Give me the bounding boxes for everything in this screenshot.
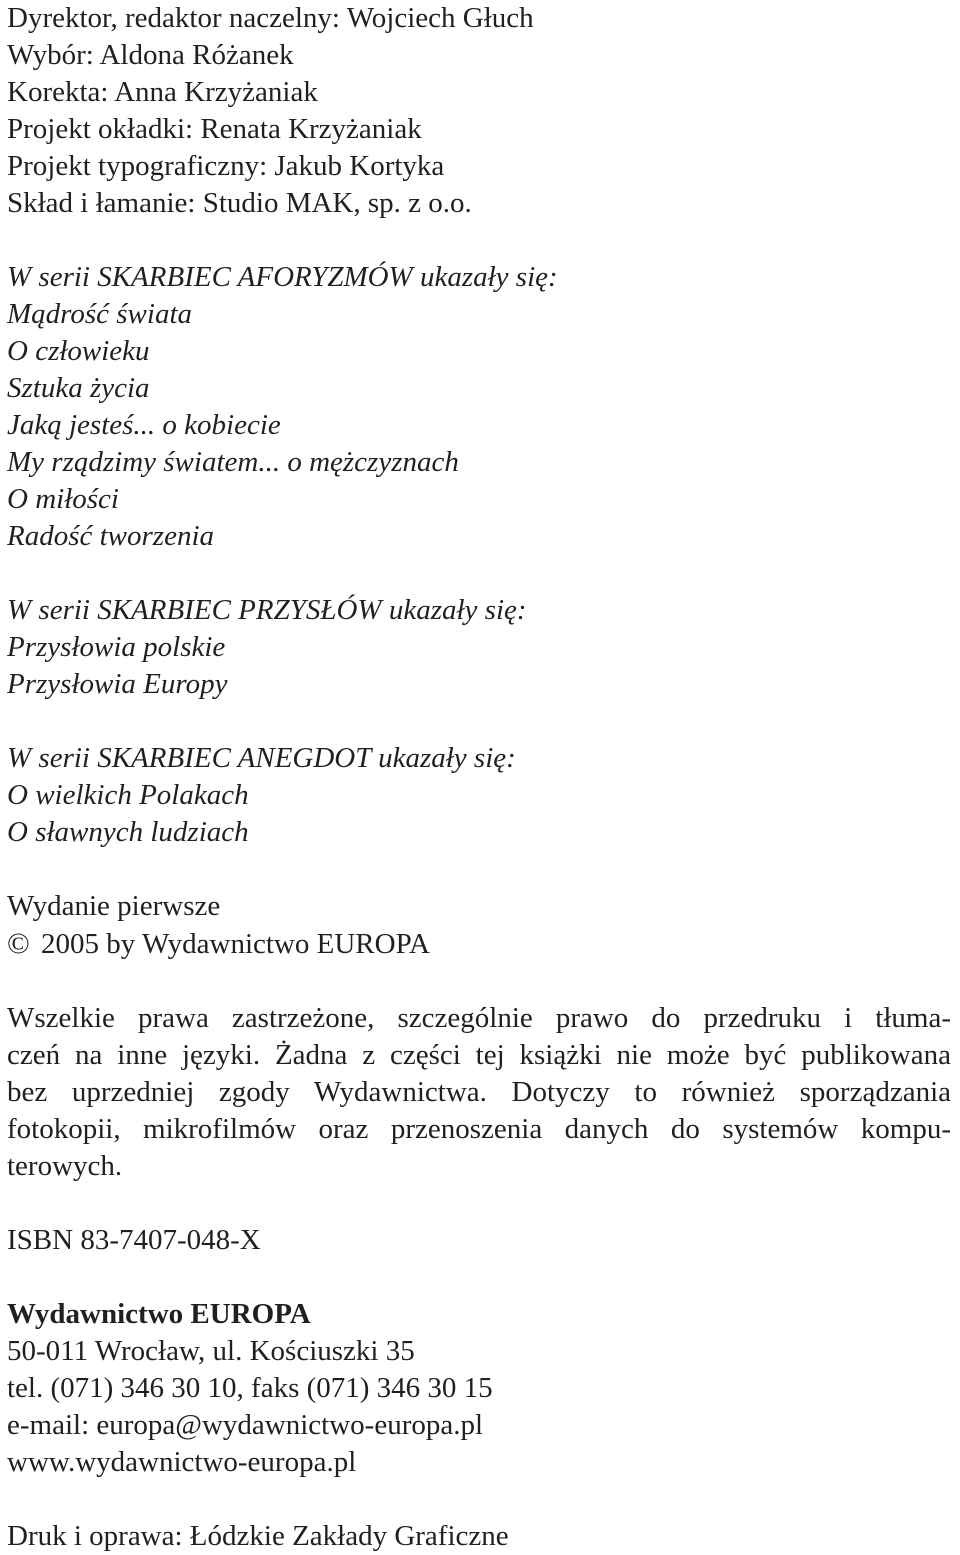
series-title: My rządzimy światem... o mężczyznach	[7, 446, 459, 478]
series-title: Jaką jesteś... o kobiecie	[7, 409, 281, 441]
series-title: Sztuka życia	[7, 372, 150, 404]
imprint-page	[7, 0, 957, 1555]
isbn: ISBN 83-7407-048-X	[7, 1224, 261, 1256]
publisher-phone: tel. (071) 346 30 10, faks (071) 346 30 15	[7, 1372, 493, 1404]
series-przyslowia-block	[7, 592, 957, 703]
credit-line-proofreading: Korekta: Anna Krzyżaniak	[7, 76, 318, 108]
rights-line: bez uprzedniej zgody Wydawnictwa. Dotyczy to również sporządzania	[7, 1076, 951, 1108]
series-anegdoty-block	[7, 740, 957, 851]
series-aforyzmy-block	[7, 259, 957, 555]
copyright-icon: ©	[7, 927, 30, 960]
credit-line-selection: Wybór: Aldona Różanek	[7, 39, 294, 71]
credits-block	[7, 0, 957, 222]
series-title: O miłości	[7, 483, 119, 515]
edition-block	[7, 888, 957, 963]
rights-line: fotokopii, mikrofilmów oraz przenoszenia danych do systemów kompu-	[7, 1113, 951, 1145]
copyright-text: 2005 by Wydawnictwo EUROPA	[41, 928, 430, 960]
publisher-address: 50-011 Wrocław, ul. Kościuszki 35	[7, 1335, 415, 1367]
rights-line: terowych.	[7, 1150, 123, 1182]
publisher-website[interactable]: www.wydawnictwo-europa.pl	[7, 1446, 357, 1478]
publisher-email[interactable]: e-mail: europa@wydawnictwo-europa.pl	[7, 1409, 484, 1441]
copyright-line	[7, 925, 957, 963]
series-title: O sławnych ludziach	[7, 816, 249, 848]
series-title: Przysłowia Europy	[7, 668, 228, 700]
credit-line-typography: Projekt typograficzny: Jakub Kortyka	[7, 150, 445, 182]
edition-label: Wydanie pierwsze	[7, 890, 221, 922]
credit-line-cover-design: Projekt okładki: Renata Krzyżaniak	[7, 113, 422, 145]
series-title: Radość tworzenia	[7, 520, 215, 552]
rights-line: Wszelkie prawa zastrzeżone, szczególnie prawo do przedruku i tłuma-	[7, 1002, 951, 1034]
series-przyslowia-heading: W serii SKARBIEC PRZYSŁÓW ukazały się:	[7, 594, 527, 626]
rights-line: czeń na inne języki. Żadna z części tej książki nie może być publikowana	[7, 1039, 951, 1071]
series-title: O wielkich Polakach	[7, 779, 249, 811]
credit-line-typesetting: Skład i łamanie: Studio MAK, sp. z o.o.	[7, 187, 472, 219]
printing-info: Druk i oprawa: Łódzkie Zakłady Graficzne	[7, 1520, 509, 1552]
publisher-name: Wydawnictwo EUROPA	[7, 1298, 311, 1330]
publisher-block	[7, 1296, 957, 1481]
series-title: O człowieku	[7, 335, 150, 367]
series-title: Mądrość świata	[7, 298, 193, 330]
credit-line-director: Dyrektor, redaktor naczelny: Wojciech Głuch	[7, 2, 534, 34]
series-anegdoty-heading: W serii SKARBIEC ANEGDOT ukazały się:	[7, 742, 516, 774]
series-aforyzmy-heading: W serii SKARBIEC AFORYZMÓW ukazały się:	[7, 261, 558, 293]
rights-block	[7, 1000, 957, 1185]
series-title: Przysłowia polskie	[7, 631, 226, 663]
